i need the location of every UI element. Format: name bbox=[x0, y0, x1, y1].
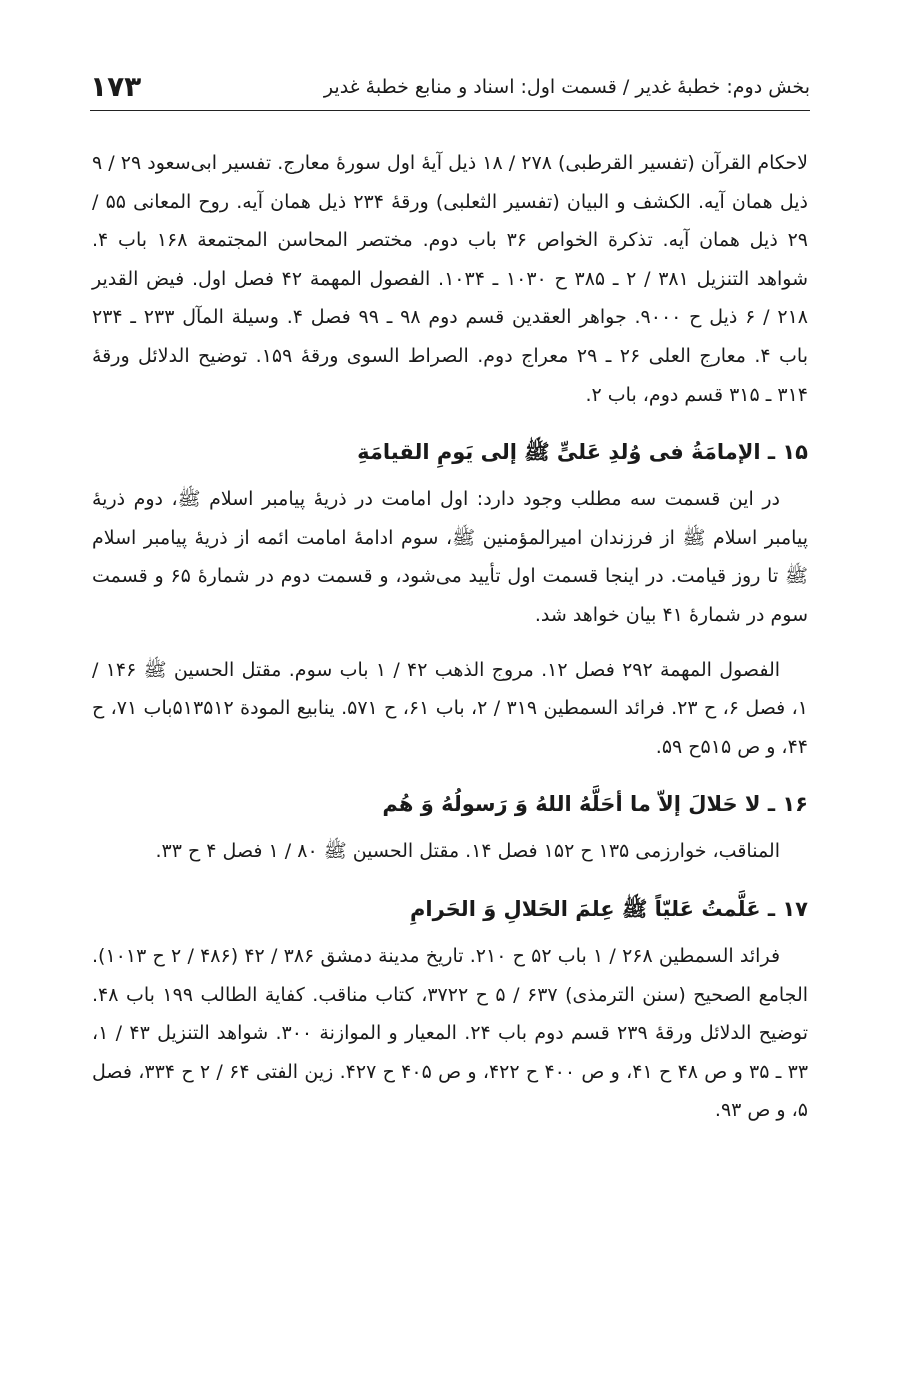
running-header bbox=[90, 68, 810, 111]
page-number: ۱۷۳ bbox=[90, 70, 142, 103]
intro-paragraph: لاحکام القرآن (تفسیر القرطبی) ۲۷۸ / ۱۸ ذیل آیهٔ اول سورهٔ معارج. تفسیر ابی‌سعود ۲۹ / ۹ ذیل همان آیه. الکشف و البیان (تفسیر الثعلبی) ورقهٔ ۲۳۴ ذیل همان آیه. روح المعانی ۵۵ / ۲۹ ذیل همان آیه. تذکرة الخواص ۳۶ باب دوم. مختصر المحاسن المجتمعة ۱۶۸ باب ۴. شواهد التنزیل ۳۸۱ / ۲ ـ ۳۸۵ ح ۱۰۳۰ ـ ۱۰۳۴. الفصول المهمة ۴۲ فصل اول. فیض القدیر ۲۱۸ / ۶ ذیل ح ۹۰۰۰. جواهر العقدین قسم دوم ۹۸ ـ ۹۹ فصل ۴. وسیلة المآل ۲۳۳ ـ ۲۳۴ باب ۴. معارج العلی ۲۶ ـ ۲۹ معراج دوم. الصراط السوی ورقهٔ ۱۵۹. توضیح الدلائل ورقهٔ ۳۱۴ ـ ۳۱۵ قسم دوم، باب ۲. bbox=[92, 152, 809, 406]
section-17-paragraph: فرائد السمطین ۲۶۸ / ۱ باب ۵۲ ح ۲۱۰. تاریخ مدینة دمشق ۳۸۶ / ۴۲ (۴۸۶ / ۲ ح ۱۰۱۳). الجامع الصحیح (سنن الترمذی) ۶۳۷ / ۵ ح ۳۷۲۲، کتاب مناقب. کفایة الطالب ۱۹۹ باب ۴۸. توضیح الدلائل ورقهٔ ۲۳۹ قسم دوم باب ۲۴. المعیار و الموازنة ۳۰۰. شواهد التنزیل ۴۳ / ۱، ۳۳ ـ ۳۵ و ص ۴۸ ح ۴۱، و ص ۴۰۰ ح ۴۲۲، و ص ۴۰۵ ح ۴۲۷. زین الفتی ۶۴ / ۲ ح ۳۳۴، فصل ۵، و ص ۹۳. bbox=[92, 944, 809, 1122]
section-15-paragraph-2: الفصول المهمة ۲۹۲ فصل ۱۲. مروج الذهب ۴۲ / ۱ باب سوم. مقتل الحسین ﷺ ۱۴۶ / ۱، فصل ۶، ح ۲۳. فرائد السمطین ۳۱۹ / ۲، باب ۶۱، ح ۵۷۱. ینابیع المودة ۵۱۳۵۱۲باب ۷۱، ح ۴۴، و ص ۵۱۵ح ۵۹. bbox=[92, 658, 808, 758]
page-body bbox=[92, 144, 808, 1130]
section-16-heading: ۱۶ ـ لا حَلالَ إلاّ ما أحَلَّهُ اللهُ وَ رَسولُهُ وَ هُم bbox=[382, 792, 808, 817]
section-17-heading: ۱۷ ـ عَلَّمتُ عَلیّاً ﷺ عِلمَ الحَلالِ وَ الحَرامِ bbox=[410, 896, 808, 921]
section-15-paragraph-1: در این قسمت سه مطلب وجود دارد: اول امامت در ذریهٔ پیامبر اسلام ﷺ، دوم ذریهٔ پیامبر اسلام ﷺ از فرزندان امیرالمؤمنین ﷺ، سوم ادامهٔ امامت ائمه از ذریهٔ پیامبر اسلام ﷺ تا روز قیامت. در اینجا قسمت اول تأیید می‌شود، و قسمت دوم در شمارهٔ ۶۵ و قسمت سوم در شمارهٔ ۴۱ بیان خواهد شد. bbox=[92, 488, 809, 626]
section-15-heading: ۱۵ ـ الإمامَةُ فی وُلدِ عَلیٍّ ﷺ إلی یَومِ القیامَةِ bbox=[357, 440, 808, 465]
section-16-paragraph: المناقب، خوارزمی ۱۳۵ ح ۱۵۲ فصل ۱۴. مقتل الحسین ﷺ ۸۰ / ۱ فصل ۴ ح ۳۳. bbox=[155, 840, 780, 863]
running-header-title: بخش دوم: خطبهٔ غدیر / قسمت اول: اسناد و منابع خطبهٔ غدیر bbox=[323, 76, 810, 98]
